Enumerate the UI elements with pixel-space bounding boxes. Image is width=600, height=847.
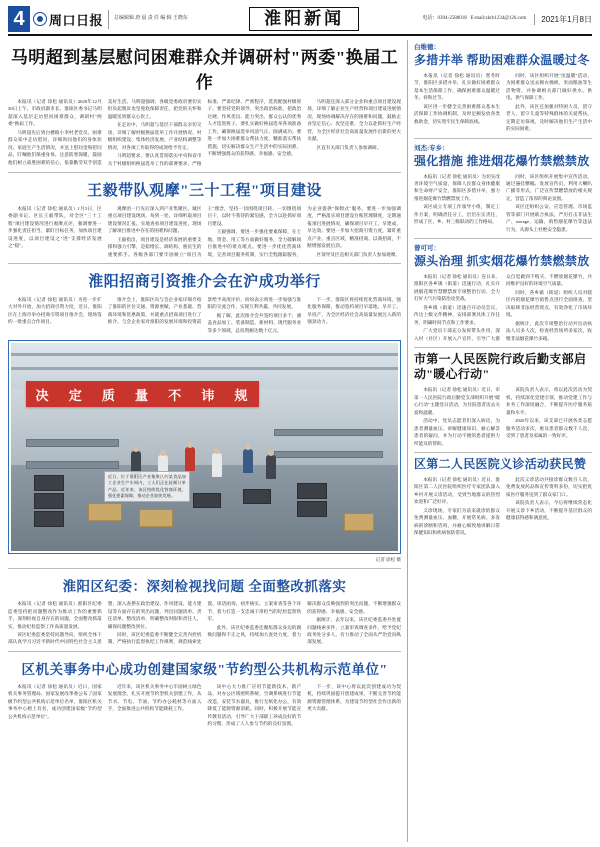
section-title: 淮阳新闻 <box>249 7 359 31</box>
paragraph: 此外，该区还加强对特困人员、留守老人、留守儿童等特殊群体的关爱帮扶，定期走访探视，及时解决他们生产生活中的实际困难。 <box>506 103 592 132</box>
paragraph: 本报讯（记者 徐松 通讯员）近日，国家机关事务管理局、国家发展改革委公布了国家级节约型公共机构示范单位名单，淮阳区机关事务中心榜上有名，成功创建国家级"节约型公共机构示范单位"。 <box>8 683 102 719</box>
side-article-3 <box>414 243 592 342</box>
email-label: E-mail:zkrb1234 <box>470 16 505 21</box>
side-article-2-kicker: 刘杰:专乡： <box>414 144 449 152</box>
paragraph: 区直有关部门负责人参加调研。 <box>316 144 382 150</box>
paragraph: 该区还组织公安、应急管理、市场监管等部门开展联合执法，严厉打击非法生产、storage、运输、销售烟花爆竹等违法行为，从源头上杜绝安全隐患。 <box>506 204 592 232</box>
photo-crate <box>297 501 327 517</box>
article-5-headline: 区机关事务中心成功创建国家级"节约型公共机构示范单位" <box>21 661 388 677</box>
paragraph: 该区进一步健全完善困难群众基本生活保障工作协调机制，及时足额发放各类救助金，切实兜牢民生保障底线。 <box>414 103 500 124</box>
phone-label: 电话：0394- <box>422 16 450 21</box>
paragraph: 本报讯（记者 徐松 通讯员）近日，市第一人民医院行政后勤党支部组织开展"暖心行动"主题党日活动，为住院患者送去关爱和温暖。 <box>414 387 500 415</box>
paragraph: 各乡镇（街道）迅速召开动员会议，传达上级文件精神，安排部署具体工作任务，明确时间节点和工作要求。 <box>414 304 500 325</box>
divider <box>414 452 592 453</box>
article-5-body <box>8 683 401 728</box>
paragraph: 同时，该区组织开展"送温暖"活动，为困难群众送去棉衣棉被、米面粮油等生活物资，并协调相关部门做好供水、供电、供气保障工作。 <box>506 73 592 101</box>
article-2-body <box>8 205 401 258</box>
article-4-headline: 淮阳区纪委：深刻检视找问题 全面整改抓落实 <box>62 579 347 595</box>
paragraph: 区领导及区直相关部门负责人参加观摩。 <box>316 251 401 257</box>
paragraph: 马明超还深入部分企业和重点项目建设现场，详细了解企业生产经营和项目建设进展情况，现场协调解决存在的困难和问题，鼓励企业坚定信心、攻坚克难，全力以赴抓好生产经营，为全区经济社会高质量发展作出新的更大贡献。 <box>307 99 401 142</box>
issue-date: 2021年1月8日 <box>534 14 592 25</box>
photo-shelf <box>26 439 119 447</box>
paragraph: 同时，该区纪委监委不断健全完善内控机制，严格执行监督执纪工作规则，规范线索处置、谈话函询、初步核实、立案审查等各个环节，着力打造一支忠诚干净担当的纪检监察铁军。 <box>107 601 302 645</box>
paragraph: 活动中，党员志愿者们深入病房，为患者测量血压、讲解健康知识，耐心解答患者的疑问，并为行动不便的患者提供力所能及的帮助。 <box>414 418 500 446</box>
paragraph: 在走访中，马明超与基层干部群众亲切交谈，详细了解村级换届选举工作开展情况、村级组织建设、集体经济发展、产业结构调整等情况，对各项工作取得的成效给予肯定。 <box>107 122 202 150</box>
photo-figure <box>8 340 401 554</box>
photo-crate <box>193 493 221 508</box>
paragraph: 该中心大力推广应用节能新技术、新产品，对办公区域照明系统、空调系统进行节能改造，安装节水器具，推行无纸化办公，有效降低了能源资源消耗。同时，积极开展节能宣传教育活动，引导广大干部职工养成良好的节约习惯，形成了人人参与节约的良好氛围。 <box>207 683 302 726</box>
side-article-2-body <box>414 173 592 234</box>
photo-beam <box>11 353 398 356</box>
banner-char: 量 <box>135 387 151 403</box>
article-5 <box>8 658 401 728</box>
divider <box>414 138 592 139</box>
photo-crate <box>243 489 271 504</box>
paragraph: 王毅指出，项目建设是经济发展的重要支撑和强力引擎，是稳增长、调结构、惠民生的重要抓手。各级各部门要牢固树立"项目为王"理念，坚持一切围绕项目转、一切围绕项目干，以时不我待的紧迫感，全力以赴抓好项目建设。 <box>107 205 302 257</box>
banner-char: 规 <box>234 387 250 403</box>
paragraph: 同时，各乡镇（街道）组织人员对辖区内的烟花爆竹销售点进行全面排查，坚决取缔非法经营窝点，有效净化了市场环境。 <box>506 289 592 318</box>
masthead-center <box>202 7 406 31</box>
side-article-1-headline: 多措并举 帮助困难群众温暖过冬 <box>414 53 590 67</box>
paragraph: 该院负责人表示，今后将继续常态化开展义诊下乡活动，不断提升基层群众的健康获得感和满意度。 <box>506 500 592 521</box>
masthead-contact <box>406 15 526 23</box>
side-article-5 <box>414 457 592 537</box>
paragraph: 下一步，该中心将以此次创建成功为契机，持续巩固提升创建成果，不断完善节约能源资源管理体系，为建设节约型社会作出新的更大贡献。 <box>307 683 401 712</box>
paragraph: 近年来，该区机关事务中心牢固树立绿色发展理念，扎实开展节约型机关创建工作，从节水、节电、节油、节约办公耗材等方面入手，全面推进公共机构节能降耗工作。 <box>107 683 202 712</box>
paragraph: 王毅强调，要进一步强化要素保障，在土地、资金、用工等方面做好服务，全力破解项目推进中的难点堵点。要进一步优化营商环境，完善项目服务机制，实行全程跟踪服务，为企业提供"保姆式"服务。要进一步加强调度，严格落实项目建设台账管理制度，定期通报项目进展情况，确保项目早开工、早建成、早达效。要进一步加大招商引资力度，紧盯重点产业、重点区域，精准招商、以商招商，不断增强发展后劲。 <box>207 205 401 257</box>
photo-worker <box>266 455 276 479</box>
paper-name: 周口日报 <box>49 12 104 28</box>
article-1-body <box>8 98 401 167</box>
divider <box>8 568 401 569</box>
paragraph: 本报讯（记者 徐松 通讯员）淮阳区纪委监委坚持把问题整改作为推动工作的重要抓手，深刻检视自身存在的问题，全面整改抓落实，推动纪检监察工作高质量发展。 <box>8 601 102 629</box>
masthead-editors: 总编辑辑 唐 晨 责 任 编 辑 王晓东 <box>114 16 188 22</box>
paragraph: 此次义诊活动共接诊群众数百人次，免费发放药品和宣传资料多份，切实把优质医疗服务送到了群众家门口。 <box>506 476 592 497</box>
photo-crate <box>297 483 327 499</box>
photo-image <box>11 343 398 551</box>
paragraph: 广大党员干部充分发挥带头作用，深入村（社区）开展入户宣传，引导广大群众自觉做到不购买、不燃放烟花爆竹，共同维护良好的环境空气质量。 <box>414 274 592 341</box>
side-article-2-headline: 强化措施 推进烟花爆竹禁燃禁放 <box>414 153 590 168</box>
side-article-1-body <box>414 72 592 133</box>
paragraph: 本报讯（记者 徐松 通讯员）为进一步扩大对外开放，加大招商引资力度，近日，淮阳区在上海市举办招商引资项目推介会，现场签约一批重点合作项目。 <box>8 297 102 325</box>
side-article-3-body <box>414 273 592 342</box>
side-article-5-headline: 区第二人民医院义诊活动获民赞 <box>414 456 587 471</box>
article-3-body <box>8 296 401 334</box>
photo-floor <box>11 465 398 551</box>
page-number: 4 <box>8 6 30 32</box>
divider <box>414 238 592 239</box>
paragraph: 同时，该区组织开展集中宣传活动，通过悬挂横幅、发放宣传页、利用大喇叭广播等形式，广泛宣传禁燃禁放的相关规定，营造了浓厚的舆论氛围。 <box>506 173 592 201</box>
article-2 <box>8 179 401 258</box>
photo-beam <box>11 367 398 370</box>
photo-crate <box>34 475 64 491</box>
email-value: @126.com <box>504 16 527 21</box>
article-1-headline: 马明超到基层慰问困难群众并调研村"两委"换届工作 <box>10 48 399 92</box>
paragraph: 该院负责人表示，将以此次活动为契机，持续深化党建引领，推动党建工作与业务工作深度融合，不断提升医疗服务质量和水平。 <box>506 387 592 415</box>
divider <box>8 172 401 173</box>
paragraph: 马明超要求，要认真贯彻落实中央和省市关于村级组织换届选举工作的部署要求，严格标准、严肃纪律、严密程序，选优配强村级班子。要坚持党的领导，突出政治标准，把政治过硬、作风优良、能力突出、群众公认的优秀人才选进班子。要扎实做好换届选举各项准备工作，确保换届选举风清气正、圆满成功。要进一步加大困难群众帮扶力度，精准落实帮扶措施，切实解决群众生产生活中的实际困难，不断增强群众的获得感、幸福感、安全感。 <box>107 99 302 166</box>
masthead <box>8 6 592 36</box>
article-1 <box>8 43 401 167</box>
paragraph: 下一步，淮阳区将持续优化营商环境，强化服务保障，推动签约项目早落地、早开工、早投产，为全区经济社会高质量发展注入新的强劲动力。 <box>307 297 401 325</box>
divider <box>414 347 592 348</box>
article-2-headline: 王毅带队观摩"三十工程"项目建设 <box>87 182 322 199</box>
photo-worker <box>212 453 222 477</box>
banner-char: 决 <box>35 387 51 403</box>
photo-crate <box>139 509 173 527</box>
paragraph: 该区纪委监委坚持问题导向，组织全体干部认真学习习近平新时代中国特色社会主义思想，深入查摆在政治建设、作风建设、能力建设等方面存在的突出问题，列出问题清单、责任清单、整改清单，明确整改时限和责任人，确保问题整改到位。 <box>8 601 202 645</box>
photo-banner <box>26 381 258 407</box>
paragraph: 据了解，此次推介会共签约项目多个，涵盖食品加工、装备制造、新材料、现代服务业等多个领域，总投资额达数十亿元。 <box>207 312 302 333</box>
paragraph: 此外，该区纪委监委还聚焦群众身边的腐败问题和不正之风，持续加大查处力度，着力解决群众反映强烈的突出问题，不断增强群众的获得感、幸福感、安全感。 <box>207 601 401 637</box>
paragraph: 该区成立专项工作领导小组，制定工作方案，明确责任分工，层层压实责任，形成了区、乡、村三级联动的工作格局。 <box>414 204 500 225</box>
side-article-1-kicker: 白维德： <box>414 44 440 51</box>
article-4-body <box>8 600 401 646</box>
paragraph: 马明超先后到白楼镇小李村老党员、困难群众家中走访慰问，详细询问他们的身体状况、家庭生产生活情况，并送上慰问金和慰问品，叮嘱他们保重身体、注意防寒保暖，鼓励他们树立战胜困难的信心，依靠勤劳双手创造美好生活。马明超强调，各级党委政府要切实担负起脱贫攻坚兜底保障责任，把党的关怀和温暖送到群众心坎上。 <box>8 99 202 165</box>
paragraph: 观摩团一行先后深入到产业集聚区、城区重点项目建设现场，每到一处，详细听取项目建设情况汇报，实地查看项目建设进度，现场了解项目推进中存在的困难和问题。 <box>107 205 202 234</box>
photo-worker <box>243 449 253 473</box>
photo-crate <box>88 503 122 521</box>
side-article-4-headline: 市第一人民医院行政后勤支部启动"暖心行动" <box>414 352 587 382</box>
paragraph: 据统计，去年以来，该区纪委监委共处置问题线索多件，立案审查调查多件，给予党纪政务处分多人，有力推动了全面从严治党向纵深发展。 <box>307 617 401 645</box>
paragraph: 本报讯（记者 徐松 通讯员）1月5日，区委副书记、区长王毅带队，对全区"三十工程"项目建设情况进行观摩点评，强调要进一步强化责任担当，紧盯目标任务，加快项目建设进度，以项目建设之"进"支撑经济发展之"稳"。 <box>8 205 102 249</box>
sun-logo-icon <box>33 12 47 26</box>
article-4 <box>8 575 401 646</box>
right-column <box>408 40 592 842</box>
side-article-3-kicker: 曾可可： <box>414 245 440 252</box>
paragraph: 2020年以来，该支部已开展各类志愿服务活动多次，惠及患者群众数千人次，受到了患者及家属的一致好评。 <box>506 418 592 439</box>
side-article-2 <box>414 143 592 234</box>
side-article-4 <box>414 352 592 447</box>
side-article-3-headline: 源头治理 抓实烟花爆竹禁燃禁放 <box>414 254 590 268</box>
banner-char: 质 <box>101 387 117 403</box>
banner-char: 定 <box>68 387 84 403</box>
banner-char: 不 <box>168 387 184 403</box>
photo-crate <box>34 493 64 509</box>
paragraph: 本报讯（记者 徐松 通讯员）为切实改善环境空气质量，保障人民群众身体健康和生命财产安全，淮阳区多措并举，强力推进烟花爆竹禁燃禁放工作。 <box>414 173 500 201</box>
photo-inset-caption: 近日，位于淮阳区产业集聚区的某食品加工企业生产车间内，工人们正在赶制订单产品。近年来，该区持续优化营商环境，强化要素保障，推动企业加快发展。 <box>104 471 190 502</box>
paragraph: 义诊现场，专家们为前来就诊的群众免费测量血压、血糖，开展常见病、多发病的诊断和咨询，并耐心细致地讲解日常保健知识和疾病预防常识。 <box>414 507 500 535</box>
article-3 <box>8 270 401 334</box>
paragraph: 本报讯（记者 徐松 通讯员）连日来，淮阳区各乡镇（街道）迅速行动，扎实开展烟花爆竹禁燃禁放专项整治行动，全力打好大气污染防治攻坚战。 <box>414 274 500 302</box>
paragraph: 本报讯（记者 徐松 通讯员）寒冬时节，淮阳区多措并举，扎实做好困难群众基本生活保障工作，确保困难群众温暖过冬、祥和过节。 <box>414 73 500 101</box>
page-body <box>8 40 592 842</box>
left-column <box>8 40 408 842</box>
side-article-5-body <box>414 476 592 537</box>
paragraph: 本报讯（记者 徐松 通讯员）近日，淮阳区第二人民医院组织医疗专家团队深入乡村开展义诊活动，受到当地群众的热烈欢迎和广泛好评。 <box>414 476 500 505</box>
paragraph: 本报讯（记者 徐松 通讯员）2020年12月30日上午，市政府副市长、淮阳区委书记马明超深入基层走访慰问困难群众，调研村"两委"换届工作。 <box>8 99 102 127</box>
paper-logo <box>33 10 109 29</box>
photo-shelf <box>274 429 382 436</box>
paragraph: 据统计，此次专项整治行动共出动执法人员多人次，检查经营场所多家次，收缴非法烟花爆竹多箱。 <box>506 320 592 341</box>
article-3-headline: 淮阳招商引资推介会在沪成功举行 <box>88 274 321 290</box>
photo-credit: 记者 徐松 摄 <box>375 557 401 563</box>
side-article-4-body <box>414 386 592 447</box>
photo-shelf <box>26 461 119 469</box>
photo-worker <box>185 447 195 471</box>
photo-crate <box>344 513 374 531</box>
photo-crate <box>34 511 64 527</box>
paragraph: 推介会上，淮阳区向与会企业家详细介绍了淮阳的区位交通、资源禀赋、产业基础、营商环境和优惠政策，并就重点招商项目进行了推介。与会企业家对淮阳的发展环境和投资前景给予高度评价，纷纷表示将进一步加强与淮阳的交流合作，实现互利共赢、共同发展。 <box>107 297 302 325</box>
divider <box>8 651 401 652</box>
banner-char: 讳 <box>201 387 217 403</box>
side-article-1 <box>414 42 592 133</box>
photo-shelf <box>274 451 382 458</box>
divider <box>8 263 401 264</box>
phone-value: 2588018 <box>449 16 467 21</box>
